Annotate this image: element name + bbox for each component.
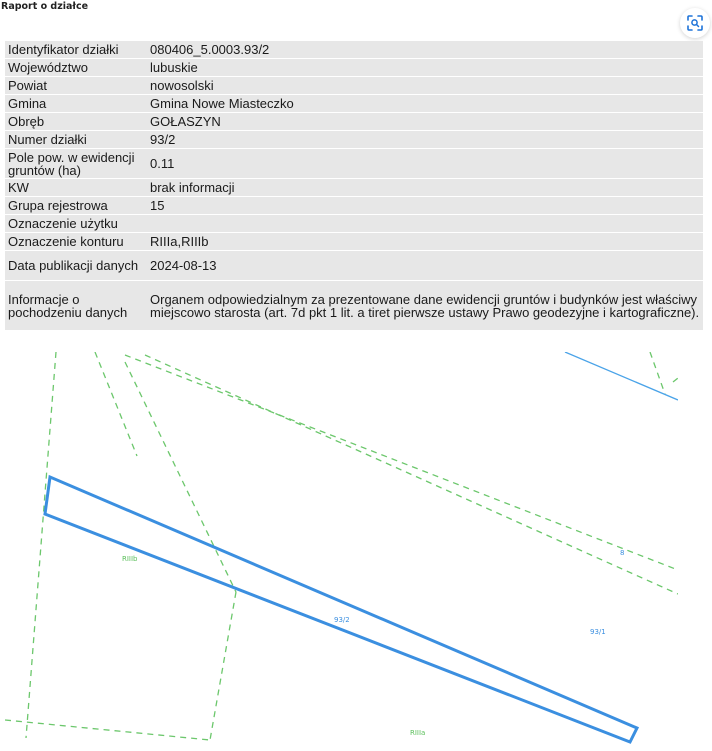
detail-label: KW — [5, 179, 147, 196]
contour-line — [125, 355, 678, 570]
map-mark-label: 8 — [620, 549, 625, 557]
contour-lines — [5, 352, 678, 740]
detail-row — [5, 215, 703, 232]
parcel-outline — [45, 477, 637, 742]
detail-label: Grupa rejestrowa — [5, 197, 147, 214]
contour-line — [210, 592, 236, 740]
detail-value: Gmina Nowe Miasteczko — [147, 95, 703, 112]
contour-line — [5, 720, 210, 740]
detail-value: 15 — [147, 197, 703, 214]
detail-row — [5, 59, 703, 76]
contour-label: RIIIb — [122, 555, 138, 563]
neighbor-parcel-label: 93/1 — [590, 628, 606, 636]
report-title: Raport o działce — [1, 1, 89, 12]
parcel-map[interactable] — [5, 352, 678, 744]
parcel-map-canvas — [5, 352, 678, 744]
contour-line — [673, 378, 678, 382]
detail-label: Obręb — [5, 113, 147, 130]
detail-row — [5, 113, 703, 130]
scan-button[interactable] — [680, 8, 710, 38]
detail-row — [5, 149, 703, 178]
contour-line — [650, 352, 665, 394]
contour-line — [145, 355, 678, 594]
detail-row — [5, 131, 703, 148]
detail-row — [5, 233, 703, 250]
contour-line — [26, 352, 56, 738]
parcel-details-table — [5, 40, 703, 331]
detail-value: 0.11 — [147, 149, 703, 178]
detail-label: Pole pow. w ewidencji gruntów (ha) — [5, 149, 147, 178]
detail-value: 93/2 — [147, 131, 703, 148]
detail-label: Gmina — [5, 95, 147, 112]
detail-value: RIIIa,RIIIb — [147, 233, 703, 250]
contour-label: RIIIa — [410, 729, 426, 737]
detail-label: Województwo — [5, 59, 147, 76]
scan-search-icon — [686, 14, 704, 32]
detail-value: lubuskie — [147, 59, 703, 76]
neighbor-parcel-boundary — [565, 352, 678, 400]
detail-label: Numer działki — [5, 131, 147, 148]
detail-row — [5, 179, 703, 196]
contour-line — [125, 362, 236, 592]
detail-row — [5, 95, 703, 112]
detail-value: GOŁASZYN — [147, 113, 703, 130]
detail-row — [5, 251, 703, 280]
detail-label: Data publikacji danych — [5, 251, 147, 280]
detail-label: Oznaczenie użytku — [5, 215, 147, 232]
detail-value: Organem odpowiedzialnym za prezentowane dane ewidencji gruntów i budynków jest właściwy miejscowo starosta (art. 7d pkt 1 lit. a tiret pierwsze ustawy Prawo geodezyjne i kartograficzne). — [147, 281, 703, 330]
detail-label: Oznaczenie konturu — [5, 233, 147, 250]
detail-label: Identyfikator działki — [5, 41, 147, 58]
detail-label: Informacje o pochodzeniu danych — [5, 281, 147, 330]
detail-row — [5, 281, 703, 330]
detail-value: 2024-08-13 — [147, 251, 703, 280]
detail-row — [5, 41, 703, 58]
parcel-number-label: 93/2 — [334, 616, 350, 624]
detail-label: Powiat — [5, 77, 147, 94]
detail-value — [147, 215, 703, 232]
detail-row — [5, 197, 703, 214]
detail-value: 080406_5.0003.93/2 — [147, 41, 703, 58]
detail-value: brak informacji — [147, 179, 703, 196]
contour-line — [95, 352, 137, 456]
detail-row — [5, 77, 703, 94]
detail-value: nowosolski — [147, 77, 703, 94]
